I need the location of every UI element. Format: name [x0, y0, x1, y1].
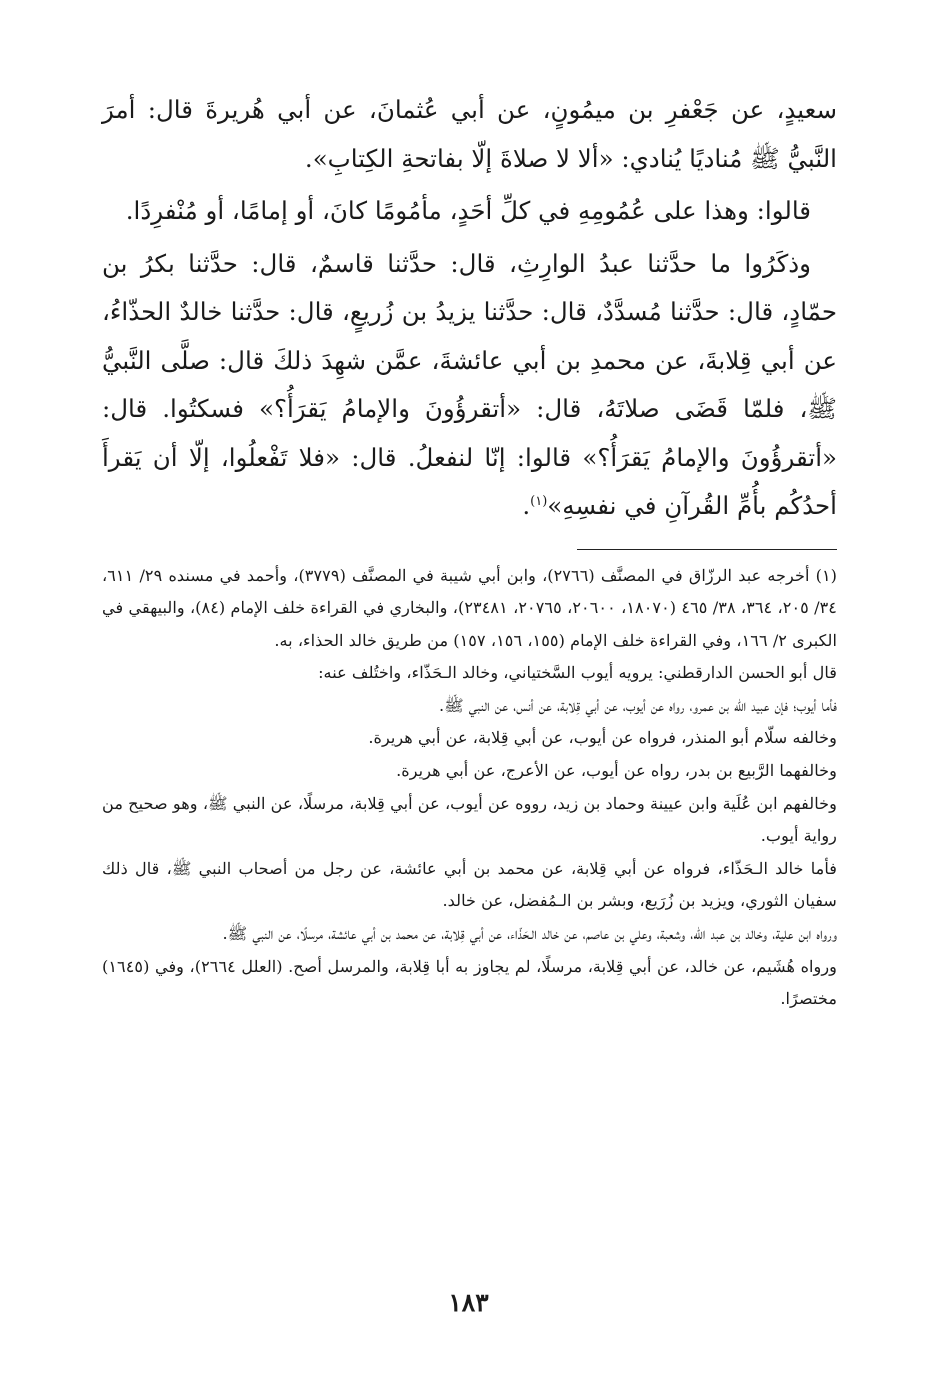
footnote-line: وخالفهم ابن عُلَية وابن عيينة وحماد بن زيد، رووه عن أيوب، عن أبي قِلابة، مرسلًا، عن النبي ﷺ، وهو صحيح من رواية أيوب.	[102, 793, 837, 846]
main-paragraph-3-end: .	[522, 491, 531, 520]
footnotes	[102, 560, 837, 1016]
footnote-line: (١) أخرجه عبد الرزّاق في المصنَّف (٢٧٦٦)، وابن أبي شيبة في المصنَّف (٣٧٧٩)، وأحمد في مسنده ٢٩/ ٦١١، ٣٤/ ٢٠٥، ٣٦٤، ٣٨/ ٤٦٥ (١٨٠٧٠، ٢٠٦٠٠، ٢٠٧٦٥، ٢٣٤٨١)، والبخاري في القراءة خلف الإمام (٨٤)، والبيهقي في الكبرى ٢/ ١٦٦، وفي القراءة خلف الإمام (١٥٥، ١٥٦، ١٥٧) من طريق خالد الحذاء، به.	[102, 565, 837, 650]
footnote-line: فأما خالد الـحَذّاء، فرواه عن أبي قِلابة، عن محمد بن أبي عائشة، عن رجل من أصحاب النبي ﷺ، قال ذلك سفيان الثوري، ويزيد بن زُرَيع، وبشر بن الـمُفضل، عن خالد.	[102, 858, 837, 911]
footnote-line: ورواه ابن علية، وخالد بن عبد الله، وشعبة، وعلي بن عاصم، عن خالد الـحَذّاء، عن أبي قِلابة، عن محمد بن أبي عائشة، مرسلًا، عن النبي ﷺ.	[222, 924, 837, 944]
main-paragraph-3-text: وذكَرُوا ما حدَّثنا عبدُ الوارِثِ، قال: حدَّثنا قاسمٌ، قال: حدَّثنا بكرُ بن حمّادٍ، قال: حدَّثنا مُسدَّدٌ، قال: حدَّثنا يزيدُ بن زُريعٍ، قال: حدَّثنا خالدٌ الحذّاءُ، عن أبي قِلابةَ، عن محمدِ بن أبي عائشةَ، عمَّن شهِدَ ذلكَ قال: صلَّى النَّبيُّ ﷺ، فلمّا قَضَى صلاتَهُ، قال: «أتقرؤُونَ والإمامُ يَقرَأُ؟» فسكتُوا. قال: «أتقرؤُونَ والإمامُ يَقرَأُ؟» قالوا: إنّا لنفعلُ. قال: «فلا تَفْعلُوا، إلّا أن يَقرأَ أحدُكُم بأُمِّ القُرآنِ في نفسِهِ»	[102, 248, 837, 520]
main-text	[102, 86, 837, 531]
footnote-reference: (١)	[530, 493, 548, 509]
main-paragraph-2: قالوا: وهذا على عُمُومِهِ في كلِّ أحَدٍ، مأمُومًا كانَ، أو إمامًا، أو مُنْفرِدًا.	[125, 196, 811, 225]
footnote-line: قال أبو الحسن الدارقطني: يرويه أيوب السَّختياني، وخالد الـحَذّاء، واختُلف عنه:	[318, 663, 837, 683]
main-paragraph-3	[102, 240, 837, 531]
footnote-separator	[577, 549, 837, 550]
main-paragraph-1: سعيدٍ، عن جَعْفرِ بن ميمُونٍ، عن أبي عُثمانَ، عن أبي هُريرةَ قال: أمرَ النَّبيُّ ﷺ مُناديًا يُنادي: «ألا لا صلاةَ إلّا بفاتحةِ الكِتابِ».	[102, 95, 837, 173]
footnote-line: وخالفهما الرَّبيع بن بدر، رواه عن أيوب، عن الأعرج، عن أبي هريرة.	[396, 761, 837, 781]
footnote-line: ورواه هُشَيم، عن خالد، عن أبي قِلابة، مرسلًا، لم يجاوز به أبا قِلابة، والمرسل أصح. (العلل ٢٦٦٤)، وفي (١٦٤٥) مختصرًا.	[102, 956, 837, 1009]
footnote-line: وخالفه سلّام أبو المنذر، فرواه عن أيوب، عن أبي قِلابة، عن أبي هريرة.	[368, 728, 837, 748]
footnote-line: فأما أيوب؛ فإن عبيد الله بن عمرو، رواه عن أيوب، عن أبي قِلابة، عن أنس، عن النبي ﷺ.	[438, 695, 837, 715]
page-number: ١٨٣	[448, 1288, 489, 1317]
